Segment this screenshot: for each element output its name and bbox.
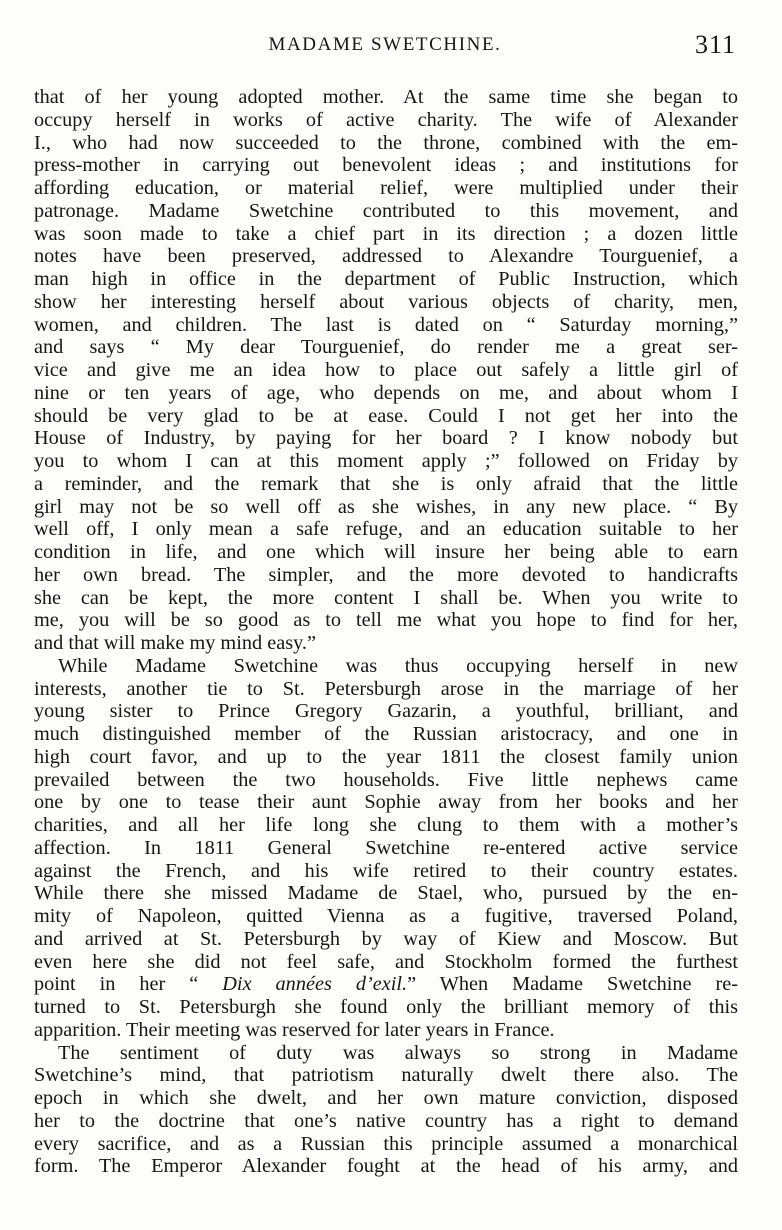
text-line: me, you will be so good as to tell me what you hope to find for her,: [34, 609, 738, 632]
text-line: much distinguished member of the Russian aristocracy, and one in: [34, 723, 738, 745]
text-line: mity of Napoleon, quitted Vienna as a fugitive, traversed Poland,: [34, 905, 738, 927]
text-line: even here she did not feel safe, and Stockholm formed the furthest: [34, 950, 738, 973]
text-line: her to the doctrine that one’s native country has a right to demand: [34, 1109, 738, 1132]
text-line: should be very glad to be at ease. Could I not get her into the: [34, 404, 738, 427]
text-line: and that will make my mind easy.”: [34, 632, 316, 654]
italic-title: Dix années d’exil.: [222, 973, 408, 996]
text-line: apparition. Their meeting was reserved for later years in France.: [34, 1018, 555, 1041]
text-line: charities, and all her life long she clung to them with a mother’s: [34, 814, 738, 836]
text-line: While Madame Swetchine was thus occupying herself in new: [58, 654, 738, 677]
text-line: occupy herself in works of active charity. The wife of Alexander: [34, 108, 738, 131]
page-number: 311: [694, 30, 736, 59]
text-line: I., who had now succeeded to the throne, combined with the em-: [34, 131, 738, 154]
text-line: well off, I only mean a safe refuge, and an education suitable to her: [34, 518, 738, 541]
text-line: vice and give me an idea how to place out safely a little girl of: [34, 359, 738, 381]
text-line: nine or ten years of age, who depends on me, and about whom I: [34, 381, 738, 404]
text-line: affording education, or material relief, were multiplied under their: [34, 177, 738, 199]
text-line: While there she missed Madame de Stael, who, pursued by the en-: [34, 882, 738, 905]
text-line: and arrived at St. Petersburgh by way of Kiew and Moscow. But: [34, 927, 738, 950]
text-line: every sacrifice, and as a Russian this principle assumed a monarchical: [34, 1132, 738, 1155]
text-line: was soon made to take a chief part in its direction ; a dozen little: [34, 222, 738, 245]
text-line: young sister to Prince Gregory Gazarin, a youthful, brilliant, and: [34, 700, 738, 723]
text-line: show her interesting herself about various objects of charity, men,: [34, 290, 738, 313]
text-line: man high in office in the department of Public Instruction, which: [34, 268, 738, 290]
text-line: high court favor, and up to the year 1811 the closest family union: [34, 745, 738, 768]
text-line: Swetchine’s mind, that patriotism naturally dwelt there also. The: [34, 1064, 738, 1087]
text-line: girl may not be so well off as she wishes, in any new place. “ By: [34, 495, 738, 518]
text-line: turned to St. Petersburgh she found only the brilliant memory of this: [34, 996, 738, 1018]
body-text: [34, 86, 738, 1178]
text-line: notes have been preserved, addressed to Alexandre Tourguenief, a: [34, 245, 738, 268]
text-line: House of Industry, by paying for her board ? I know nobody but: [34, 427, 738, 450]
text-line: condition in life, and one which will insure her being able to earn: [34, 541, 738, 563]
text-line: press-mother in carrying out benevolent ideas ; and institutions for: [34, 154, 738, 177]
page-header: [32, 30, 738, 66]
text-line: interests, another tie to St. Petersburgh arose in the marriage of her: [34, 677, 738, 700]
text-line: against the French, and his wife retired to their country estates.: [34, 859, 738, 882]
text-line: that of her young adopted mother. At the same time she began to: [34, 86, 738, 108]
text-line: point in her “ Dix années d’exil.” When Madame Swetchine re-: [34, 973, 738, 996]
text-line: patronage. Madame Swetchine contributed to this movement, and: [34, 199, 738, 222]
text-line: form. The Emperor Alexander fought at the head of his army, and: [34, 1155, 738, 1178]
text-line: The sentiment of duty was always so strong in Madame: [58, 1041, 738, 1064]
text-line: and says “ My dear Tourguenief, do render me a great ser-: [34, 336, 738, 359]
text-line: you to whom I can at this moment apply ;” followed on Friday by: [34, 450, 738, 472]
running-title: MADAME SWETCHINE.: [268, 34, 502, 55]
text-line: epoch in which she dwelt, and her own mature conviction, disposed: [34, 1087, 738, 1109]
text-line: women, and children. The last is dated on “ Saturday morning,”: [34, 313, 738, 336]
text-line: a reminder, and the remark that she is only afraid that the little: [34, 472, 738, 495]
text-line: her own bread. The simpler, and the more devoted to handicrafts: [34, 563, 738, 586]
text-line: prevailed between the two households. Five little nephews came: [34, 768, 738, 791]
text-line: one by one to tease their aunt Sophie away from her books and her: [34, 791, 738, 814]
text-line: she can be kept, the more content I shall be. When you write to: [34, 586, 738, 609]
text-line: affection. In 1811 General Swetchine re-entered active service: [34, 836, 738, 859]
